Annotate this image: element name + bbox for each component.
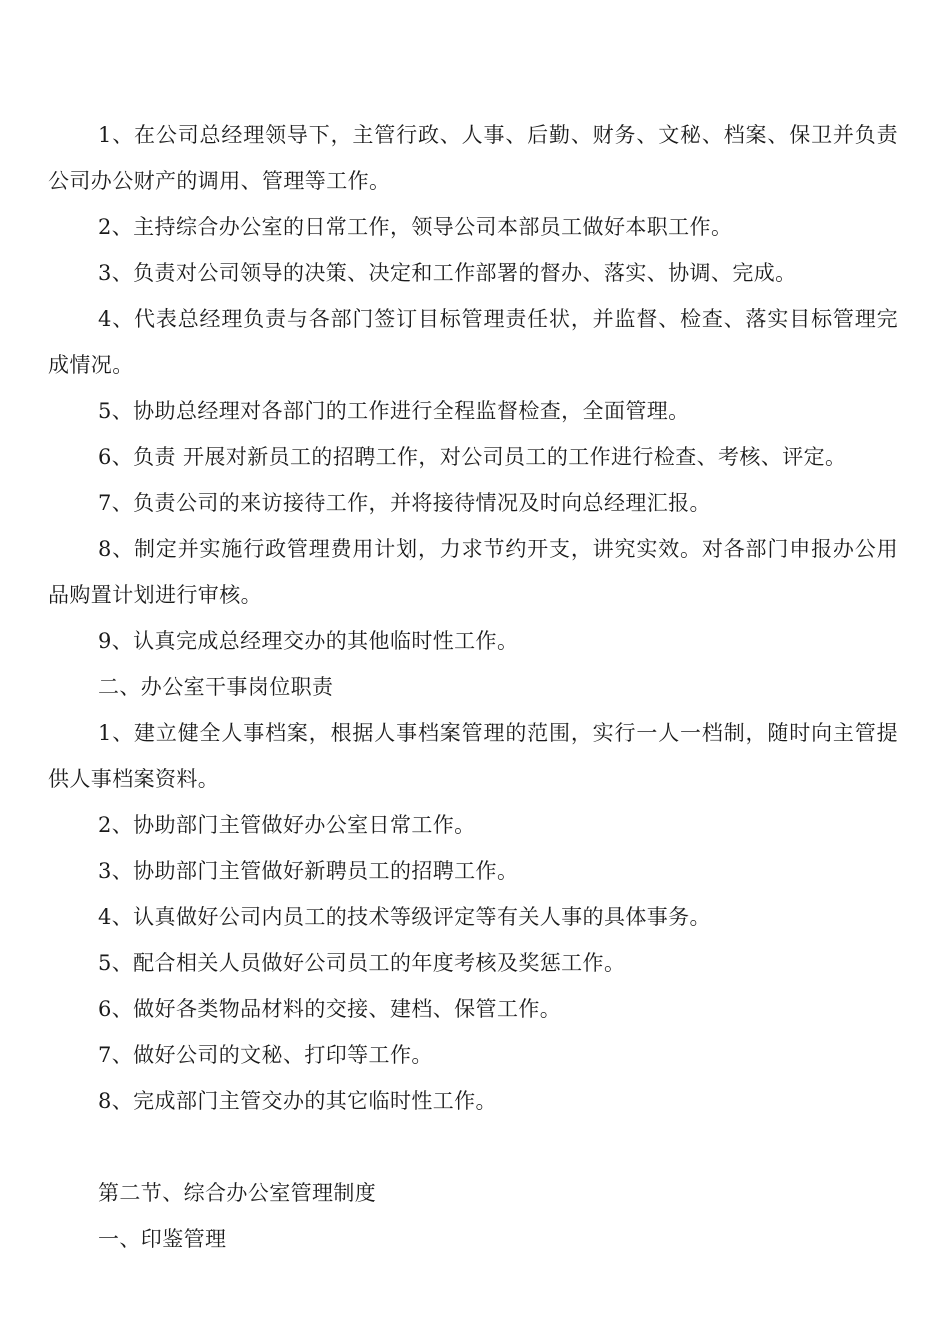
section-title: 第二节、综合办公室管理制度 (98, 1181, 377, 1205)
paragraph: 3、协助部门主管做好新聘员工的招聘工作。 (98, 859, 519, 883)
paragraph: 4、代表总经理负责与各部门签订目标管理责任状，并监督、检查、落实目标管理完成情况。 (48, 307, 898, 377)
paragraph: 8、完成部门主管交办的其它临时性工作。 (98, 1089, 497, 1113)
document-page (48, 112, 898, 1262)
paragraph: 1、建立健全人事档案，根据人事档案管理的范围，实行一人一档制，随时向主管提供人事档案资料。 (48, 721, 898, 791)
paragraph: 6、负责 开展对新员工的招聘工作，对公司员工的工作进行检查、考核、评定。 (98, 445, 847, 469)
paragraph: 2、主持综合办公室的日常工作，领导公司本部员工做好本职工作。 (98, 215, 733, 239)
paragraph: 8、制定并实施行政管理费用计划，力求节约开支，讲究实效。对各部门申报办公用品购置计划进行审核。 (48, 537, 898, 607)
paragraph: 9、认真完成总经理交办的其他临时性工作。 (98, 629, 519, 653)
paragraph: 1、在公司总经理领导下，主管行政、人事、后勤、财务、文秘、档案、保卫并负责公司办公财产的调用、管理等工作。 (48, 123, 898, 193)
subsection-heading: 一、印鉴管理 (98, 1227, 227, 1251)
blank-line (48, 1124, 898, 1170)
paragraph: 7、做好公司的文秘、打印等工作。 (98, 1043, 433, 1067)
paragraph: 2、协助部门主管做好办公室日常工作。 (98, 813, 476, 837)
paragraph: 5、配合相关人员做好公司员工的年度考核及奖惩工作。 (98, 951, 626, 975)
section-heading: 二、办公室干事岗位职责 (98, 675, 334, 699)
paragraph: 6、做好各类物品材料的交接、建档、保管工作。 (98, 997, 562, 1021)
paragraph: 4、认真做好公司内员工的技术等级评定等有关人事的具体事务。 (98, 905, 711, 929)
paragraph: 3、负责对公司领导的决策、决定和工作部署的督办、落实、协调、完成。 (98, 261, 797, 285)
paragraph: 7、负责公司的来访接待工作，并将接待情况及时向总经理汇报。 (98, 491, 711, 515)
paragraph: 5、协助总经理对各部门的工作进行全程监督检查，全面管理。 (98, 399, 690, 423)
